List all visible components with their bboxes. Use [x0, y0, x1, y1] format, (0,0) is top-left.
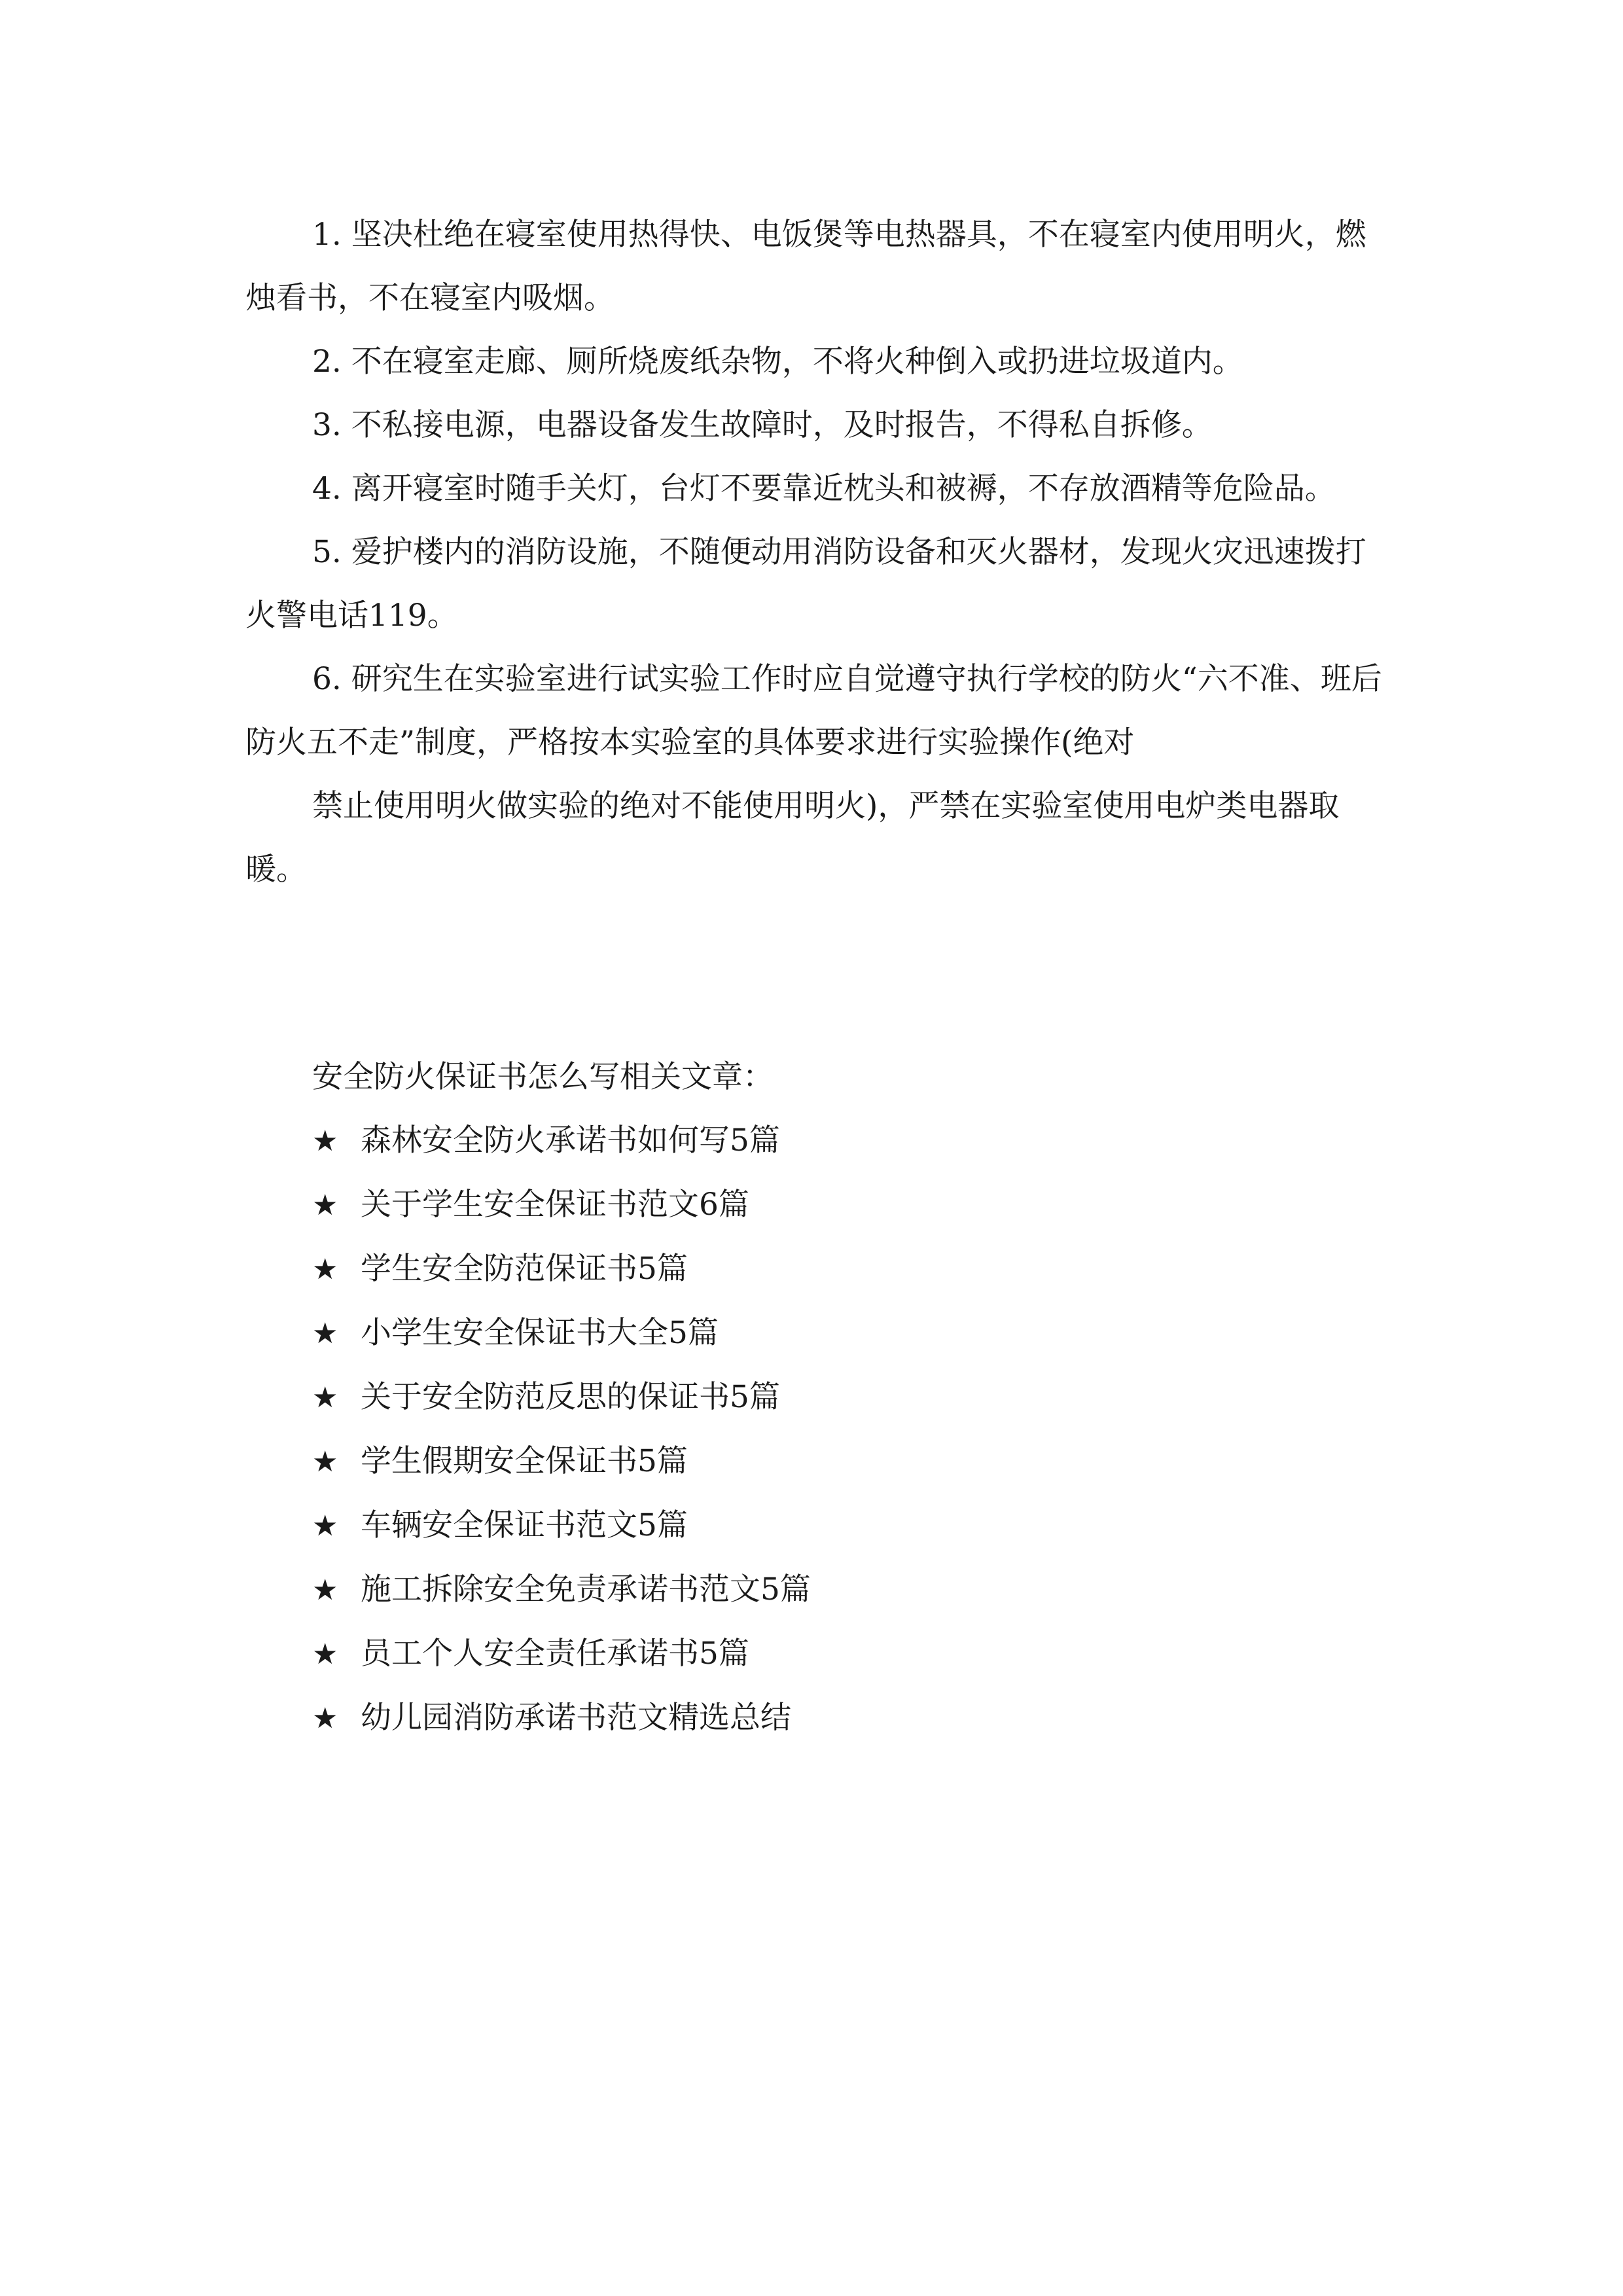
rule-paragraph-1: 1. 坚决杜绝在寝室使用热得快、电饭煲等电热器具，不在寝室内使用明火，燃烛看书，不在寝室内吸烟。 — [245, 217, 1366, 316]
related-article-link[interactable] — [245, 1558, 1384, 1622]
related-article-link[interactable] — [245, 1109, 1384, 1173]
related-article-link[interactable] — [245, 1173, 1384, 1237]
related-article-link[interactable] — [245, 1429, 1384, 1494]
star-icon: ★ — [312, 1317, 338, 1350]
star-icon: ★ — [312, 1638, 338, 1671]
related-articles-heading: 安全防火保证书怎么写相关文章： — [312, 1059, 774, 1095]
related-article-title: 学生安全防范保证书5篇 — [361, 1251, 688, 1287]
rule-paragraph-3: 3. 不私接电源，电器设备发生故障时，及时报告，不得私自拆修。 — [312, 407, 1213, 443]
related-article-title: 关于安全防范反思的保证书5篇 — [361, 1379, 780, 1415]
star-icon: ★ — [312, 1253, 338, 1286]
star-icon: ★ — [312, 1573, 338, 1607]
rule-paragraph-6: 6. 研究生在实验室进行试实验工作时应自觉遵守执行学校的防火“六不准、班后防火五不走”制度，严格按本实验室的具体要求进行实验操作(绝对 — [245, 661, 1382, 761]
related-article-title: 员工个人安全责任承诺书5篇 — [361, 1636, 749, 1672]
star-icon: ★ — [312, 1445, 338, 1479]
star-icon: ★ — [312, 1189, 338, 1222]
related-article-link[interactable] — [245, 1301, 1384, 1365]
related-article-title: 施工拆除安全免责承诺书范文5篇 — [361, 1571, 811, 1607]
related-article-title: 车辆安全保证书范文5篇 — [361, 1507, 688, 1543]
related-article-title: 森林安全防火承诺书如何写5篇 — [361, 1122, 780, 1158]
related-article-title: 小学生安全保证书大全5篇 — [361, 1315, 719, 1351]
related-articles-list — [245, 1109, 1384, 1750]
star-icon: ★ — [312, 1124, 338, 1158]
related-article-link[interactable] — [245, 1494, 1384, 1558]
section-spacer — [245, 901, 1384, 1045]
related-article-title: 幼儿园消防承诺书范文精选总结 — [361, 1700, 791, 1736]
document-body — [245, 203, 1384, 1750]
star-icon: ★ — [312, 1381, 338, 1414]
rule-paragraph-6-continued: 禁止使用明火做实验的绝对不能使用明火)，严禁在实验室使用电炉类电器取暖。 — [245, 788, 1340, 888]
rule-paragraph-4: 4. 离开寝室时随手关灯，台灯不要靠近枕头和被褥，不存放酒精等危险品。 — [312, 471, 1336, 507]
related-article-title: 学生假期安全保证书5篇 — [361, 1443, 688, 1479]
related-article-link[interactable] — [245, 1365, 1384, 1429]
related-article-link[interactable] — [245, 1622, 1384, 1686]
rule-paragraph-5: 5. 爱护楼内的消防设施，不随便动用消防设备和灭火器材，发现火灾迅速拨打火警电话119。 — [245, 534, 1366, 634]
star-icon: ★ — [312, 1702, 338, 1735]
rule-paragraph-2: 2. 不在寝室走廊、厕所烧废纸杂物，不将火种倒入或扔进垃圾道内。 — [312, 344, 1243, 380]
related-article-link[interactable] — [245, 1686, 1384, 1750]
star-icon: ★ — [312, 1509, 338, 1543]
related-article-link[interactable] — [245, 1237, 1384, 1301]
related-article-title: 关于学生安全保证书范文6篇 — [361, 1187, 749, 1223]
